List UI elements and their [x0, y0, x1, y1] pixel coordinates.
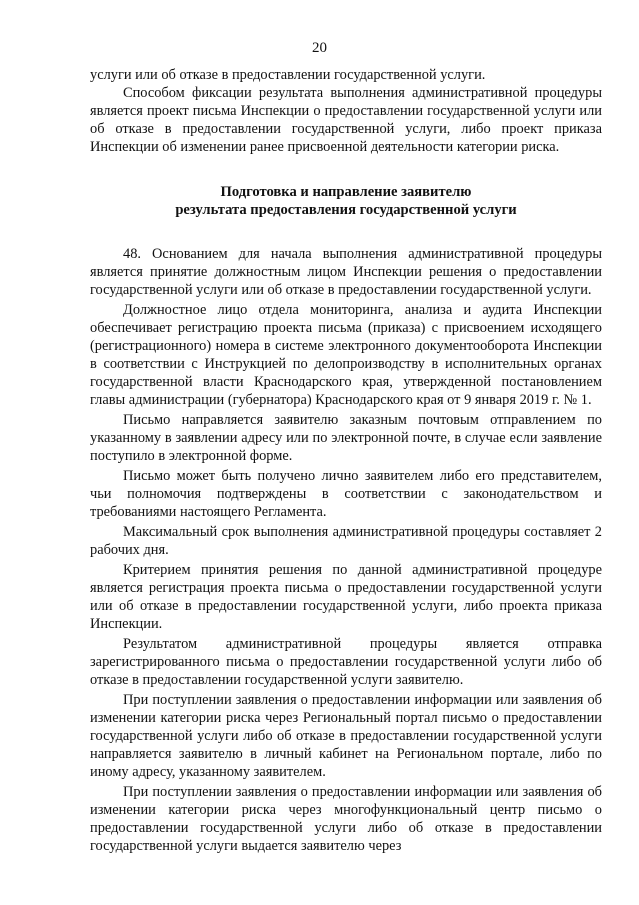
- paragraph-result: Результатом административной процедуры является отправка зарегистрированного письма о предоставлении государственной услуги либо об отказе в предоставлении государственной услуги заявителю.: [90, 636, 602, 688]
- page-number: 20: [312, 40, 327, 56]
- paragraph-48: 48. Основанием для начала выполнения административной процедуры является принятие должностным лицом Инспекции решения о предоставлении государственной услуги или об отказе в предоставлении государственной услуги.: [90, 246, 602, 298]
- section-heading-line-2: результата предоставления государственной услуги: [175, 202, 517, 218]
- paragraph-regional-portal: При поступлении заявления о предоставлении информации или заявления об изменении категории риска через Региональный портал письмо о предоставлении государственной услуги либо об отказе в предоставлении государственной услуги направляется заявителю в личный кабинет на Региональном портале, либо по иному адресу, указанному заявителем.: [90, 692, 602, 780]
- paragraph-continuation: услуги или об отказе в предоставлении государственной услуги.: [90, 67, 486, 83]
- paragraph-mailing: Письмо направляется заявителю заказным почтовым отправлением по указанному в заявлении адресу или по электронной почте, в случае если заявление поступило в электронной форме.: [90, 412, 602, 464]
- paragraph-criterion: Критерием принятия решения по данной административной процедуре является регистрация проекта письма о предоставлении государственной услуги или об отказе в предоставлении государственной услуги, либо проекта приказа Инспекции.: [90, 562, 602, 632]
- section-heading: [90, 183, 602, 219]
- paragraph-mfc: При поступлении заявления о предоставлении информации или заявления об изменении категории риска через многофункциональный центр письмо о предоставлении государственной услуги либо об отказе в предоставлении государственной услуги выдается заявителю через: [90, 784, 602, 854]
- section-heading-line-1: Подготовка и направление заявителю: [220, 184, 472, 200]
- paragraph-max-term: Максимальный срок выполнения административной процедуры составляет 2 рабочих дня.: [90, 524, 602, 558]
- paragraph-fixation-method: Способом фиксации результата выполнения административной процедуры является проект письма Инспекции о предоставлении государственной услуги или об отказе в предоставлении государственной услуги, либо проект приказа Инспекции об изменении ранее присвоенной деятельности категории риска.: [90, 85, 602, 155]
- document-body: [90, 66, 602, 855]
- paragraph-registration: Должностное лицо отдела мониторинга, анализа и аудита Инспекции обеспечивает регистрацию проекта письма (приказа) с присвоением исходящего (регистрационного) номера в системе электронного документооборота Инспекции в соответствии с Инструкцией по делопроизводству в исполнительных органах государственной власти Краснодарского края, утвержденной постановлением главы администрации (губернатора) Краснодарского края от 9 января 2019 г. № 1.: [90, 302, 602, 408]
- paragraph-personal-receipt: Письмо может быть получено лично заявителем либо его представителем, чьи полномочия подтверждены в соответствии с законодательством и требованиями настоящего Регламента.: [90, 468, 602, 520]
